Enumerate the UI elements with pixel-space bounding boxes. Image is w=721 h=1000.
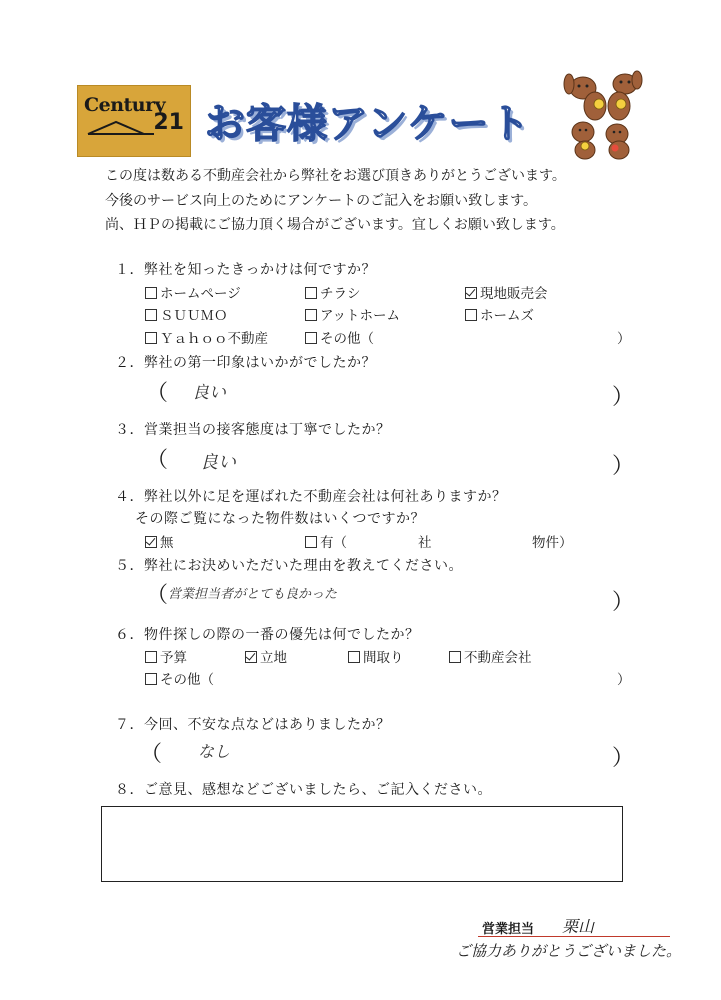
checkbox[interactable] <box>449 651 461 663</box>
comment-textarea[interactable] <box>101 806 623 882</box>
checkbox[interactable] <box>145 651 157 663</box>
checkbox-checked[interactable] <box>145 536 157 548</box>
checkbox[interactable] <box>145 309 157 321</box>
checkbox[interactable] <box>145 332 157 344</box>
checkbox-checked[interactable] <box>245 651 257 663</box>
q6-option-location[interactable]: 立地 <box>245 646 287 666</box>
century21-logo <box>77 85 191 157</box>
q5-open-paren: （ <box>146 583 169 608</box>
dog-mascots-icon <box>555 62 645 160</box>
q4-option-none[interactable]: 無 <box>145 531 174 551</box>
sales-rep-label: 営業担当 <box>482 922 535 937</box>
q1-option-homepage[interactable]: ホームページ <box>145 282 241 302</box>
q6-option-budget[interactable]: 予算 <box>145 646 187 666</box>
house-roof-icon <box>86 118 156 136</box>
checkbox[interactable] <box>305 332 317 344</box>
question-2: ２．弊社の第一印象はいかがでしたか？ <box>115 355 376 371</box>
signature-line <box>478 936 670 937</box>
q3-open-paren: （ <box>146 448 169 473</box>
q4-option-yes[interactable]: 有（ <box>305 531 347 551</box>
intro-line-3: 尚、ＨＰの掲載にご協力頂く場合がございます。宜しくお願い致します。 <box>105 217 565 233</box>
q5-close-paren: ） <box>612 590 635 615</box>
question-8: ８．ご意見、感想などございましたら、ご記入ください。 <box>115 782 492 798</box>
q2-close-paren: ） <box>612 385 635 410</box>
q7-open-paren: （ <box>140 742 163 767</box>
question-1: １．弊社を知ったきっかけは何ですか？ <box>115 262 376 278</box>
q1-option-flyer[interactable]: チラシ <box>305 282 361 302</box>
q2-open-paren: （ <box>146 381 169 406</box>
question-5: ５．弊社にお決めいただいた理由を教えてください。 <box>115 558 463 574</box>
checkbox[interactable] <box>348 651 360 663</box>
thank-you-message: ご協力ありがとうございました。 <box>456 942 682 960</box>
checkbox-checked[interactable] <box>465 287 477 299</box>
question-6: ６．物件探しの際の一番の優先は何でしたか？ <box>115 627 420 643</box>
q6-option-agency[interactable]: 不動産会社 <box>449 646 532 666</box>
checkbox[interactable] <box>305 309 317 321</box>
q4-unit-company: 社 <box>418 535 432 551</box>
question-7: ７．今回、不安な点などはありましたか？ <box>115 717 391 733</box>
q7-close-paren: ） <box>612 746 635 771</box>
intro-line-1: この度は数ある不動産会社から弊社をお選び頂きありがとうございます。 <box>105 168 566 184</box>
q1-option-suumo[interactable]: ＳＵＵＭＯ <box>145 304 228 324</box>
q6-other-close-paren: ） <box>617 672 631 688</box>
q1-option-athome[interactable]: アットホーム <box>305 304 400 324</box>
q1-option-yahoo[interactable]: Ｙａｈｏｏ不動産 <box>145 327 268 347</box>
q1-option-homes[interactable]: ホームズ <box>465 304 534 324</box>
q7-answer[interactable]: なし <box>198 742 231 761</box>
q5-answer[interactable]: 営業担当者がとても良かった <box>168 587 338 602</box>
question-3: ３．営業担当の接客態度は丁寧でしたか？ <box>115 422 391 438</box>
checkbox[interactable] <box>305 287 317 299</box>
logo-word: Century <box>84 94 166 116</box>
question-4: ４．弊社以外に足を運ばれた不動産会社は何社ありますか？ <box>115 489 507 505</box>
checkbox[interactable] <box>145 673 157 685</box>
q6-option-layout[interactable]: 間取り <box>348 646 404 666</box>
q3-answer[interactable]: 良い <box>200 452 236 473</box>
intro-line-2: 今後のサービス向上のためにアンケートのご記入をお願い致します。 <box>105 193 538 209</box>
sales-rep-name: 栗山 <box>562 917 595 936</box>
checkbox[interactable] <box>465 309 477 321</box>
checkbox[interactable] <box>305 536 317 548</box>
q3-close-paren: ） <box>612 454 635 479</box>
q4-unit-property: 物件） <box>532 535 573 551</box>
q2-answer[interactable]: 良い <box>192 383 226 403</box>
q1-option-open-house[interactable]: 現地販売会 <box>465 282 548 302</box>
checkbox[interactable] <box>145 287 157 299</box>
question-4-sub: その際ご覧になった物件数はいくつですか？ <box>135 511 425 527</box>
logo-number: 21 <box>153 110 184 135</box>
page-title: お客様アンケート <box>205 101 531 147</box>
q1-other-close-paren: ） <box>617 331 631 347</box>
q6-option-other[interactable]: その他（ <box>145 668 214 688</box>
q1-option-other[interactable]: その他（ <box>305 327 374 347</box>
